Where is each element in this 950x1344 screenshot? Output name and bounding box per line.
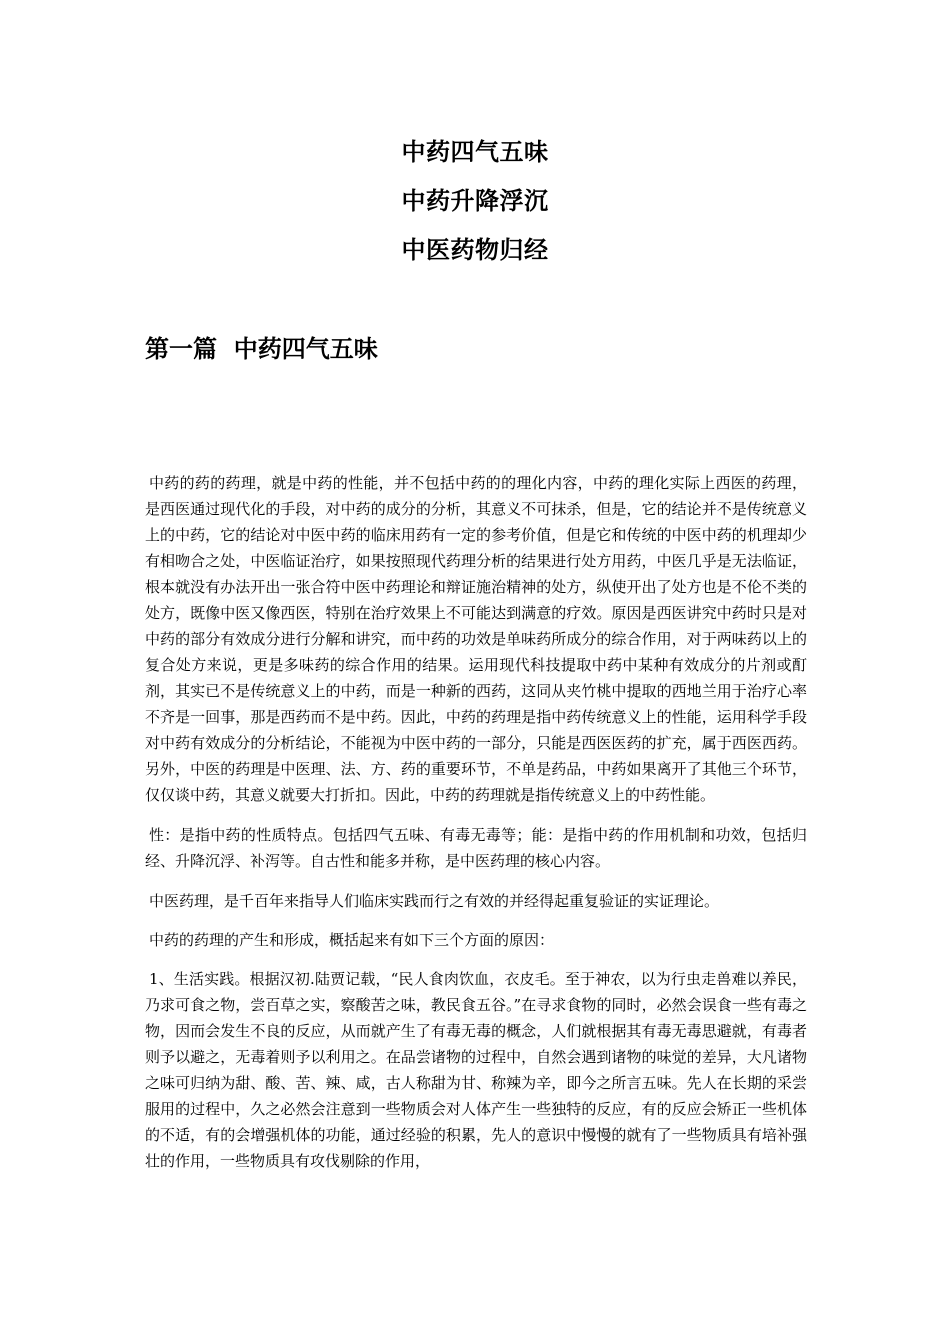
document-title-1: 中药四气五味 bbox=[401, 138, 549, 166]
body-text bbox=[145, 470, 807, 1188]
title-block bbox=[0, 128, 950, 275]
paragraph-pharmacology-definition: 中药的药的药理，就是中药的性能，并不包括中药的的理化内容，中药的理化实际上西医的药理，是西医通过现代化的手段，对中药的成分的分析，其意义不可抹杀，但是，它的结论并不是传统意义上的中药，它的结论对中医中药的临床用药有一定的参考价值，但是它和传统的中医中药的机理却少有相吻合之处，中医临证治疗，如果按照现代药理分析的结果进行处方用药，中医几乎是无法临证，根本就没有办法开出一张合符中医中药理论和辩证施治精神的处方，纵使开出了处方也是不伦不类的处方，既像中医又像西医，特别在治疗效果上不可能达到满意的疗效。原因是西医讲究中药时只是对中药的部分有效成分进行分解和讲究，而中药的功效是单味药所成分的综合作用，对于两味药以上的复合处方来说，更是多味药的综合作用的结果。运用现代科技提取中药中某种有效成分的片剂或酊剂，其实已不是传统意义上的中药，而是一种新的西药，这同从夹竹桃中提取的西地兰用于治疗心率不齐是一回事，那是西药而不是中药。因此，中药的药理是指中药传统意义上的性能，运用科学手段对中药有效成分的分析结论，不能视为中医中药的一部分，只能是西医医药的扩充，属于西医西药。另外，中医的药理是中医理、法、方、药的重要环节，不单是药品，中药如果离开了其他三个环节，仅仅谈中药，其意义就要大打折扣。因此，中药的药理就是指传统意义上的中药性能。 bbox=[145, 474, 807, 804]
document-title-3: 中医药物归经 bbox=[401, 236, 549, 264]
paragraph-tcm-theory: 中医药理，是千百年来指导人们临床实践而行之有效的并经得起重复验证的实证理论。 bbox=[149, 892, 720, 910]
chapter-heading: 第一篇 中药四气五味 bbox=[145, 335, 378, 363]
document-title-2: 中药升降浮沉 bbox=[401, 187, 549, 215]
paragraph-origins-intro: 中药的药理的产生和形成，概括起来有如下三个方面的原因： bbox=[149, 931, 555, 949]
paragraph-life-practice: 1、生活实践。根据汉初.陆贾记载，“民人食肉饮血，衣皮毛。至于神农，以为行虫走兽难以养民，乃求可食之物，尝百草之实，察酸苦之味，教民食五谷。”在寻求食物的同时，必然会误食一些有毒之物，因而会发生不良的反应，从而就产生了有毒无毒的概念，人们就根据其有毒无毒思避就，有毒者则予以避之，无毒着则予以利用之。在品尝诸物的过程中，自然会遇到诸物的味觉的差异，大凡诸物之味可归纳为甜、酸、苦、辣、咸，古人称甜为甘、称辣为辛，即今之所言五味。先人在长期的采尝服用的过程中，久之必然会注意到一些物质会对人体产生一些独特的反应，有的反应会矫正一些机体的不适，有的会增强机体的功能，通过经验的积累，先人的意识中慢慢的就有了一些物质具有培补强壮的作用，一些物质具有攻伐剔除的作用， bbox=[145, 970, 807, 1170]
paragraph-xing-neng: 性：是指中药的性质特点。包括四气五味、有毒无毒等；能：是指中药的作用机制和功效，包括归经、升降沉浮、补泻等。自古性和能多并称，是中医药理的核心内容。 bbox=[145, 826, 807, 870]
